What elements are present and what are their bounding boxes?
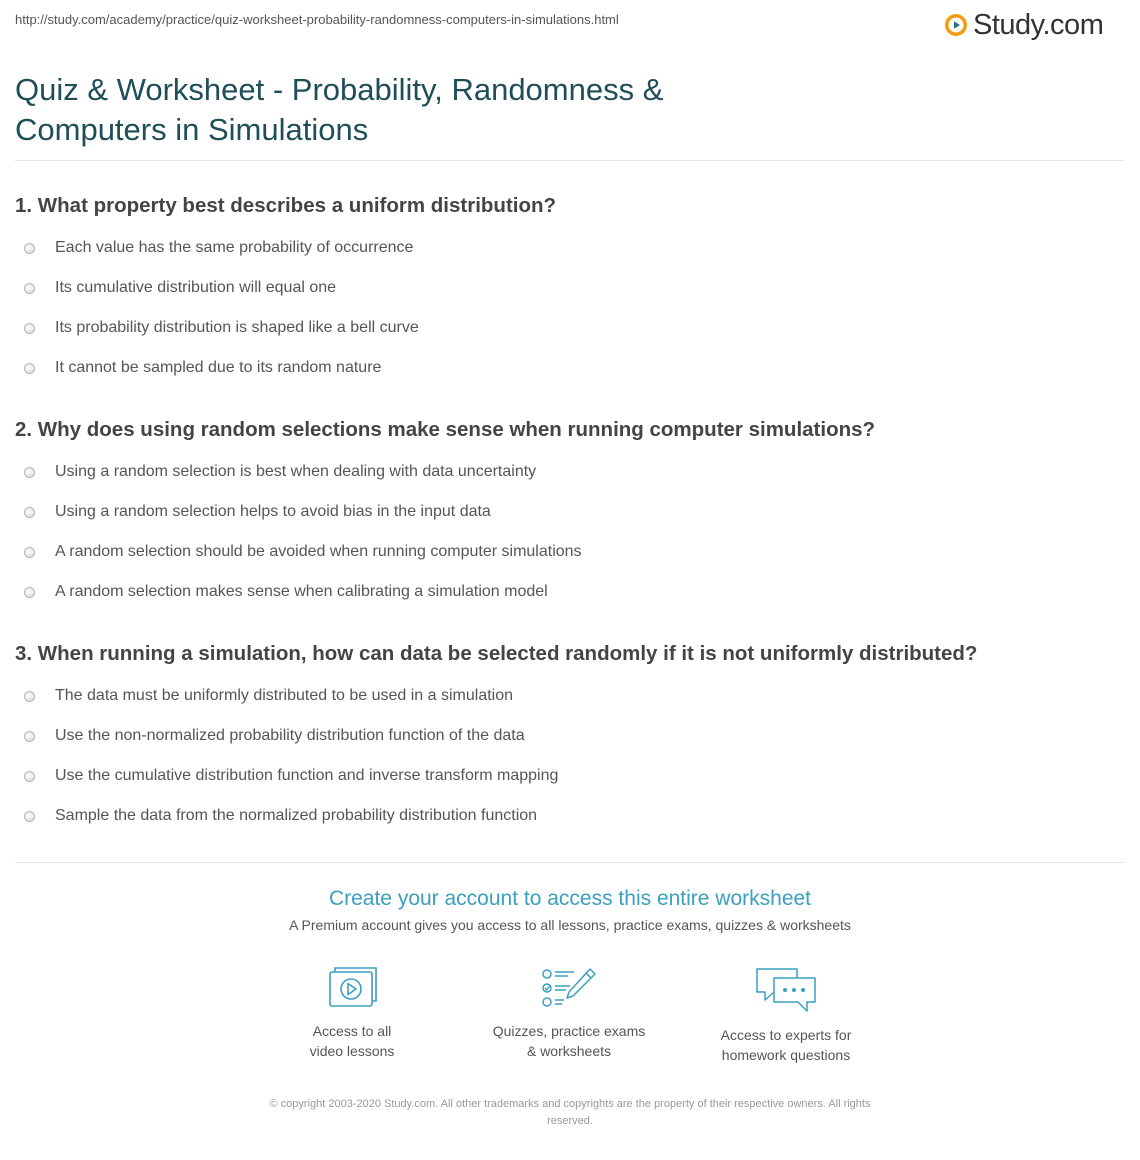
option[interactable]: [15, 796, 1125, 836]
question-2: [15, 416, 1125, 612]
cta-link[interactable]: Create your account to access this entire worksheet: [328, 887, 812, 910]
option-label: Its cumulative distribution will equal one: [55, 279, 337, 296]
chat-experts-icon: [754, 965, 818, 1015]
option[interactable]: [15, 452, 1125, 492]
cta-subtitle: A Premium account gives you access to all lessons, practice exams, quizzes & worksheets: [289, 917, 851, 933]
signup-cta: [0, 885, 1140, 933]
options-list: [15, 452, 1125, 612]
radio-button[interactable]: [24, 547, 35, 558]
page-title-line1: Quiz & Worksheet - Probability, Randomness &: [15, 72, 664, 107]
copyright-notice: [210, 1096, 930, 1130]
radio-button[interactable]: [24, 467, 35, 478]
feature-label-line1: Quizzes, practice exams: [492, 1023, 646, 1039]
feature-label-line1: Access to all: [312, 1023, 392, 1039]
questions-divider: [15, 862, 1125, 863]
page-url: http://study.com/academy/practice/quiz-worksheet-probability-randomness-computers-in-simulations.html: [15, 12, 619, 27]
option-label: Each value has the same probability of occurrence: [55, 239, 414, 256]
copyright-line1: © copyright 2003-2020 Study.com. All other trademarks and copyrights are the property of their respective owners. All rights: [269, 1098, 871, 1110]
top-bar: [0, 0, 1140, 50]
study-logo[interactable]: [944, 8, 1103, 42]
option[interactable]: [15, 676, 1125, 716]
feature-quizzes: [469, 965, 669, 1061]
feature-video-lessons: [252, 965, 452, 1061]
question-3: [15, 640, 1125, 836]
option-label: It cannot be sampled due to its random nature: [55, 359, 382, 376]
radio-button[interactable]: [24, 283, 35, 294]
option-label: Its probability distribution is shaped like a bell curve: [55, 319, 419, 336]
option-label: Using a random selection helps to avoid bias in the input data: [55, 503, 491, 520]
options-list: [15, 228, 1125, 388]
option[interactable]: [15, 492, 1125, 532]
question-text: 2. Why does using random selections make sense when running computer simulations?: [15, 418, 876, 441]
title-divider: [15, 160, 1125, 161]
radio-button[interactable]: [24, 811, 35, 822]
option[interactable]: [15, 268, 1125, 308]
option[interactable]: [15, 532, 1125, 572]
option[interactable]: [15, 756, 1125, 796]
radio-button[interactable]: [24, 731, 35, 742]
radio-button[interactable]: [24, 507, 35, 518]
options-list: [15, 676, 1125, 836]
radio-button[interactable]: [24, 323, 35, 334]
radio-button[interactable]: [24, 691, 35, 702]
feature-label-line2: & worksheets: [526, 1043, 612, 1059]
option-label: Sample the data from the normalized probability distribution function: [55, 807, 538, 824]
play-logo-icon: [944, 13, 968, 37]
premium-features: [0, 965, 1140, 1075]
feature-label-line1: Access to experts for: [720, 1027, 852, 1043]
page-title-line2: Computers in Simulations: [15, 112, 369, 147]
option-label: Use the non-normalized probability distribution function of the data: [55, 727, 525, 744]
option[interactable]: [15, 348, 1125, 388]
radio-button[interactable]: [24, 243, 35, 254]
logo-text: Study.com: [973, 8, 1104, 41]
page-title: [15, 70, 775, 150]
option-label: The data must be uniformly distributed to be used in a simulation: [55, 687, 514, 704]
question-text: 3. When running a simulation, how can data be selected randomly if it is not uniformly distributed?: [15, 642, 978, 665]
option-label: A random selection should be avoided when running computer simulations: [55, 543, 582, 560]
option-label: Use the cumulative distribution function and inverse transform mapping: [55, 767, 559, 784]
feature-experts: [686, 965, 886, 1065]
video-lessons-icon: [325, 965, 379, 1011]
question-1: [15, 192, 1125, 388]
option[interactable]: [15, 308, 1125, 348]
radio-button[interactable]: [24, 587, 35, 598]
question-text: 1. What property best describes a uniform distribution?: [15, 194, 557, 217]
option[interactable]: [15, 716, 1125, 756]
option-label: Using a random selection is best when dealing with data uncertainty: [55, 463, 537, 480]
option-label: A random selection makes sense when calibrating a simulation model: [55, 583, 548, 600]
copyright-line2: reserved.: [547, 1115, 593, 1127]
radio-button[interactable]: [24, 363, 35, 374]
quiz-checklist-icon: [540, 965, 598, 1011]
feature-label-line2: video lessons: [309, 1043, 395, 1059]
option[interactable]: [15, 228, 1125, 268]
feature-label-line2: homework questions: [721, 1047, 851, 1063]
option[interactable]: [15, 572, 1125, 612]
radio-button[interactable]: [24, 771, 35, 782]
